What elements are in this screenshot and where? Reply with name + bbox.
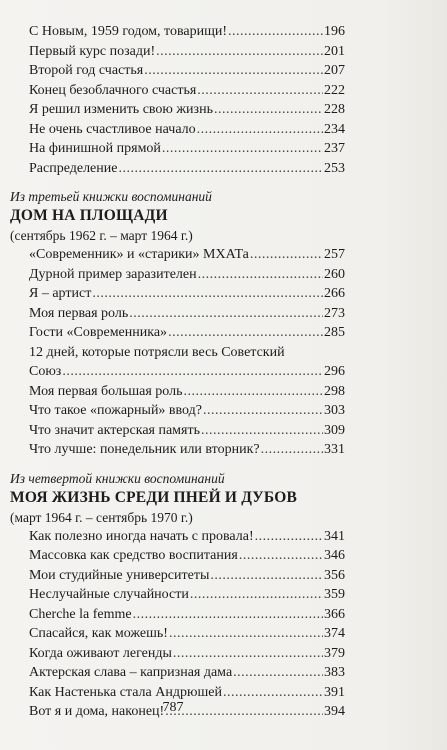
toc-entry-page: 222 xyxy=(324,82,345,98)
dot-leader xyxy=(214,100,323,120)
toc-entry xyxy=(10,159,345,179)
dot-leader xyxy=(239,546,323,566)
toc-entry-page: 296 xyxy=(324,364,345,379)
toc-entry xyxy=(10,81,345,101)
toc-entry-title: Массовка как средство воспитания xyxy=(29,548,238,563)
toc-entry-title: Что значит актерская память xyxy=(29,422,200,438)
section-subtitle: Из третьей книжки воспоминаний xyxy=(10,189,212,204)
toc-entry-page: 266 xyxy=(324,286,345,301)
toc-entry-title: 12 дней, которые потрясли весь Советский xyxy=(29,344,285,360)
toc-entry-page: 356 xyxy=(324,567,345,583)
toc-entry-page: 331 xyxy=(324,442,345,457)
toc-entry-page: 394 xyxy=(324,704,345,719)
toc-entry-page: 359 xyxy=(324,587,345,602)
toc-entry-page: 228 xyxy=(324,102,345,117)
toc-entry-page: 391 xyxy=(324,684,345,700)
toc-entry xyxy=(10,527,345,547)
toc-entry xyxy=(10,362,345,382)
toc-entry-page: 253 xyxy=(324,160,345,176)
section-title: ДОМ НА ПЛОЩАДИ xyxy=(10,207,168,224)
dot-leader xyxy=(173,644,323,664)
show-through-text xyxy=(352,0,447,750)
section-subtitle: Из четвертой книжки воспоминаний xyxy=(10,470,225,486)
toc-entry-page: 285 xyxy=(324,325,345,340)
toc-entry-title: На финишной прямой xyxy=(29,141,161,156)
toc-entry xyxy=(10,42,345,62)
toc-entry-title: С Новым, 1959 годом, товарищи! xyxy=(29,24,228,39)
toc-entry-page: 366 xyxy=(324,606,345,622)
toc-entry xyxy=(10,440,345,460)
toc-entry-page: 298 xyxy=(324,383,345,399)
section-title: МОЯ ЖИЗНЬ СРЕДИ ПНЕЙ И ДУБОВ xyxy=(10,488,297,506)
dot-leader xyxy=(233,663,323,683)
toc-entry-title: Моя первая большая роль xyxy=(29,383,183,399)
dot-leader xyxy=(62,362,323,382)
toc-entry xyxy=(10,323,345,343)
dot-leader xyxy=(162,139,323,159)
toc-entry xyxy=(10,546,345,566)
toc-entry-title: Как полезно иногда начать с провала! xyxy=(29,528,254,544)
toc-entry-title: Неслучайные случайности xyxy=(29,587,189,602)
toc-entry xyxy=(10,401,345,421)
toc-entry-page: 273 xyxy=(324,305,345,321)
dot-leader xyxy=(133,605,323,625)
dot-leader xyxy=(255,527,323,547)
toc-section-3rd-book xyxy=(10,188,345,245)
toc-entry xyxy=(10,284,345,304)
dot-leader xyxy=(203,401,323,421)
toc-entry-title: «Современник» и «старики» МХАТа xyxy=(29,247,249,262)
toc-entry-title: Как Настенька стала Андрюшей xyxy=(29,684,222,700)
toc-list-2 xyxy=(10,245,345,460)
toc-entry-page: 207 xyxy=(324,63,345,78)
dot-leader xyxy=(210,566,323,586)
toc-list-1 xyxy=(10,22,345,178)
dot-leader xyxy=(118,159,323,179)
toc-entry xyxy=(10,265,345,285)
toc-entry xyxy=(10,624,345,644)
toc-entry-page: 201 xyxy=(324,43,345,59)
toc-entry-page: 303 xyxy=(324,403,345,418)
toc-entry-page: 237 xyxy=(324,141,345,156)
dot-leader xyxy=(156,42,323,62)
toc-entry xyxy=(10,61,345,81)
toc-entry-title: Союз xyxy=(29,364,62,379)
toc-entry-title: Мои студийные университеты xyxy=(29,567,210,583)
toc-entry-title: Гости «Современника» xyxy=(29,325,168,340)
toc-entry xyxy=(10,304,345,324)
toc-entry-title: Спасайся, как можешь! xyxy=(29,626,168,641)
toc-section-4th-book xyxy=(10,470,345,527)
dot-leader xyxy=(198,265,323,285)
toc-entry-title: Моя первая роль xyxy=(29,305,129,321)
dot-leader xyxy=(228,22,323,42)
toc-entry-title: Второй год счастья xyxy=(29,63,144,78)
dot-leader xyxy=(184,382,324,402)
toc-entry-page: 374 xyxy=(324,626,345,641)
toc-entry-title: Когда оживают легенды xyxy=(29,645,172,661)
toc-entry xyxy=(10,100,345,120)
dot-leader xyxy=(190,585,323,605)
dot-leader xyxy=(144,61,323,81)
toc-entry-title: Актерская слава – капризная дама xyxy=(29,665,233,680)
toc-entry xyxy=(10,663,345,683)
dot-leader xyxy=(129,304,323,324)
dot-leader xyxy=(201,421,323,441)
toc-entry-title: Первый курс позади! xyxy=(29,43,156,59)
toc-entry xyxy=(10,22,345,42)
toc-entry xyxy=(10,566,345,586)
toc-entry-page: 383 xyxy=(324,665,345,680)
toc-entry-page: 309 xyxy=(324,422,345,438)
toc-entry xyxy=(10,585,345,605)
toc-entry xyxy=(10,343,345,363)
toc-entry-title: Я решил изменить свою жизнь xyxy=(29,102,213,117)
toc-entry-page: 341 xyxy=(324,528,345,544)
toc-entry xyxy=(10,644,345,664)
toc-entry-title: Не очень счастливое начало xyxy=(29,121,196,137)
toc-entry xyxy=(10,120,345,140)
dot-leader xyxy=(197,81,323,101)
toc-entry-title: Что лучше: понедельник или вторник? xyxy=(29,442,260,457)
dot-leader xyxy=(92,284,323,304)
toc-entry-page: 234 xyxy=(324,121,345,137)
page-number: 787 xyxy=(162,700,184,715)
toc-entry xyxy=(10,421,345,441)
toc-entry-title: Cherche la femme xyxy=(29,606,132,622)
toc-list-3 xyxy=(10,527,345,722)
toc-entry-title: Я – артист xyxy=(29,286,92,301)
toc-entry xyxy=(10,605,345,625)
dot-leader xyxy=(169,624,323,644)
section-dates: (сентябрь 1962 г. – март 1964 г.) xyxy=(10,228,193,243)
toc-entry-title: Вот я и дома, наконец! xyxy=(29,704,165,719)
toc-entry-page: 257 xyxy=(324,247,345,262)
section-dates: (март 1964 г. – сентябрь 1970 г.) xyxy=(10,509,193,525)
dot-leader xyxy=(168,323,323,343)
toc-entry xyxy=(10,382,345,402)
toc-entry-title: Что такое «пожарный» ввод? xyxy=(29,403,202,418)
toc-entry-page: 346 xyxy=(324,548,345,563)
toc-entry-page: 379 xyxy=(324,645,345,661)
toc-entry xyxy=(10,245,345,265)
toc-entry-page: 196 xyxy=(324,24,345,39)
dot-leader xyxy=(250,245,323,265)
dot-leader xyxy=(261,440,323,460)
toc-entry-title: Конец безоблачного счастья xyxy=(29,82,197,98)
toc-entry xyxy=(10,139,345,159)
toc-entry-page: 260 xyxy=(324,266,345,282)
toc-entry-title: Дурной пример заразителен xyxy=(29,266,197,282)
dot-leader xyxy=(197,120,323,140)
table-of-contents xyxy=(10,22,345,722)
toc-entry-title: Распределение xyxy=(29,160,118,176)
